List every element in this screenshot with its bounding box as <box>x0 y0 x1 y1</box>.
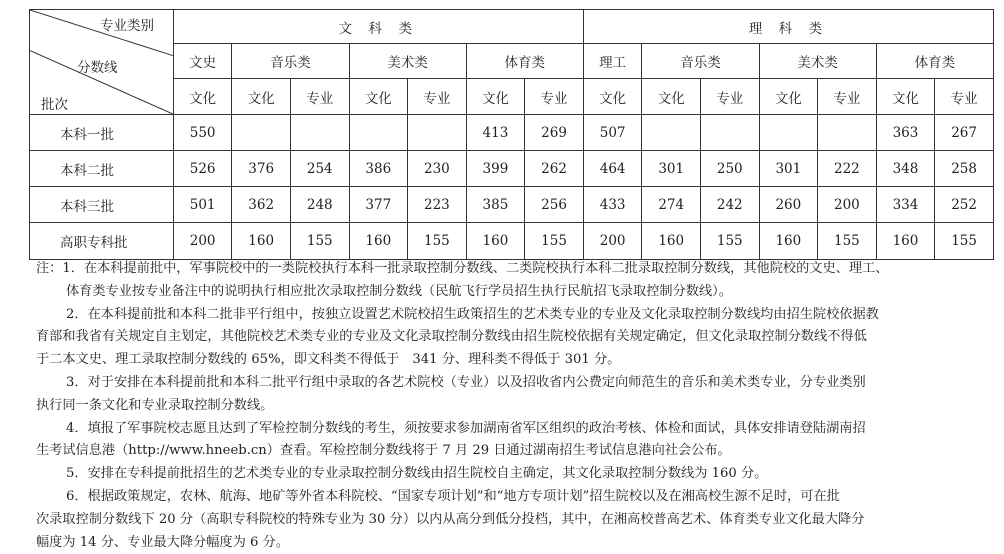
score-cell: 252 <box>935 187 994 223</box>
corner-bottom-label: 批次 <box>41 97 68 113</box>
subcolumn-header: 专业 <box>700 79 759 115</box>
table-body <box>30 115 994 260</box>
score-cell <box>290 115 349 151</box>
score-cell: 230 <box>408 151 467 187</box>
score-cell: 155 <box>408 223 467 260</box>
subcolumn-header: 专业 <box>818 79 877 115</box>
score-cell: 267 <box>935 115 994 151</box>
note-line: 执行同一条文化和专业录取控制分数线。 <box>36 397 274 413</box>
score-cell <box>349 115 408 151</box>
note-line: 6．根据政策规定，农林、航海、地矿等外省本科院校、“国家专项计划”和“地方专项计划”招生院校以及在湘高校生源不足时，可在批 <box>66 488 840 504</box>
subcolumn-header: 专业 <box>525 79 584 115</box>
score-cell <box>642 115 701 151</box>
score-cell <box>232 115 291 151</box>
score-cell: 155 <box>700 223 759 260</box>
score-cell: 526 <box>173 151 232 187</box>
score-cell: 248 <box>290 187 349 223</box>
subcolumn-header: 文化 <box>583 79 642 115</box>
subcolumn-header: 专业 <box>408 79 467 115</box>
score-cell: 242 <box>700 187 759 223</box>
score-cell: 256 <box>525 187 584 223</box>
score-cell: 433 <box>583 187 642 223</box>
score-cell <box>408 115 467 151</box>
note-line: 生考试信息港（http://www.hneeb.cn）查看。军检控制分数线将于 7 月 29 日通过湖南招生考试信息港向社会公布。 <box>36 443 731 459</box>
corner-mid-label: 分数线 <box>77 60 118 76</box>
note-line: 育部和我省有关规定自主划定，其他院校艺术类专业的专业及文化录取控制分数线由招生院校依据有关规定确定，但文化录取控制分数线不得低 <box>36 329 867 345</box>
subcolumn-header: 文化 <box>232 79 291 115</box>
subcolumn-header: 文化 <box>173 79 232 115</box>
header-row-subgroups <box>30 44 994 79</box>
score-cell: 200 <box>173 223 232 260</box>
score-cell <box>700 115 759 151</box>
note-line: 体育类专业按专业备注中的说明执行相应批次录取控制分数线（民航飞行学员招生执行民航招飞录取控制分数线）。 <box>66 283 732 299</box>
batch-label: 高职专科批 <box>30 223 174 260</box>
notes-section <box>36 258 994 554</box>
score-cell: 160 <box>876 223 935 260</box>
score-cell <box>818 115 877 151</box>
score-cell: 160 <box>466 223 525 260</box>
table-row <box>30 115 994 151</box>
score-cell: 301 <box>759 151 818 187</box>
score-cell: 348 <box>876 151 935 187</box>
subgroup-header: 美术类 <box>759 44 876 79</box>
group-header-science: 理 科 类 <box>583 10 993 44</box>
score-cell: 200 <box>818 187 877 223</box>
subcolumn-header: 文化 <box>759 79 818 115</box>
score-cell: 377 <box>349 187 408 223</box>
score-cell: 386 <box>349 151 408 187</box>
note-line: 2．在本科提前批和本科二批非平行组中，按独立设置艺术院校招生政策招生的艺术类专业的专业及文化录取控制分数线均由招生院校依据教 <box>66 306 879 322</box>
subgroup-header: 理工 <box>583 44 642 79</box>
score-cell: 200 <box>583 223 642 260</box>
subcolumn-header: 专业 <box>935 79 994 115</box>
note-line: 注：1．在本科提前批中，军事院校中的一类院校执行本科一批录取控制分数线、二类院校执行本科二批录取控制分数线，其他院校的文史、理工、 <box>36 261 889 276</box>
header-row-groups <box>30 10 994 44</box>
score-cell: 385 <box>466 187 525 223</box>
score-cell: 222 <box>818 151 877 187</box>
score-cell: 258 <box>935 151 994 187</box>
subgroup-header: 音乐类 <box>232 44 349 79</box>
score-cell: 155 <box>935 223 994 260</box>
score-cell: 155 <box>818 223 877 260</box>
subcolumn-header: 文化 <box>642 79 701 115</box>
score-cell: 160 <box>642 223 701 260</box>
note-line: 幅度为 14 分、专业最大降分幅度为 6 分。 <box>36 534 289 550</box>
score-cell: 160 <box>232 223 291 260</box>
batch-label: 本科三批 <box>30 187 174 223</box>
note-line: 次录取控制分数线下 20 分（高职专科院校的特殊专业为 30 分）以内从高分到低分投档，其中，在湘高校普高艺术、体育类专业文化最大降分 <box>36 511 865 527</box>
subgroup-header: 美术类 <box>349 44 466 79</box>
score-cell: 399 <box>466 151 525 187</box>
score-cell: 507 <box>583 115 642 151</box>
score-cell: 155 <box>525 223 584 260</box>
corner-top-label: 专业类别 <box>100 18 154 34</box>
score-cell: 464 <box>583 151 642 187</box>
score-cell: 501 <box>173 187 232 223</box>
subcolumn-header: 专业 <box>290 79 349 115</box>
score-cell: 550 <box>173 115 232 151</box>
subcolumn-header: 文化 <box>876 79 935 115</box>
score-cell: 376 <box>232 151 291 187</box>
score-cell: 155 <box>290 223 349 260</box>
score-cell: 413 <box>466 115 525 151</box>
header-row-subcolumns <box>30 79 994 115</box>
score-cell: 160 <box>759 223 818 260</box>
score-cell: 262 <box>525 151 584 187</box>
batch-label: 本科一批 <box>30 115 174 151</box>
note-line: 4．填报了军事院校志愿且达到了军检控制分数线的考生，须按要求参加湖南省军区组织的政治考核、体检和面试，具体安排请登陆湖南招 <box>66 420 866 436</box>
score-cell: 334 <box>876 187 935 223</box>
table-row <box>30 151 994 187</box>
score-cell: 260 <box>759 187 818 223</box>
batch-label: 本科二批 <box>30 151 174 187</box>
score-cell: 362 <box>232 187 291 223</box>
subgroup-header: 文史 <box>173 44 232 79</box>
subgroup-header: 体育类 <box>876 44 993 79</box>
group-header-arts: 文 科 类 <box>173 10 583 44</box>
score-cell: 269 <box>525 115 584 151</box>
score-cell: 274 <box>642 187 701 223</box>
score-cell: 363 <box>876 115 935 151</box>
score-cell: 223 <box>408 187 467 223</box>
note-line: 于二本文史、理工录取控制分数线的 65%，即文科类不得低于 341 分、理科类不得低于 301 分。 <box>36 352 621 368</box>
score-cell <box>759 115 818 151</box>
score-table <box>29 9 994 260</box>
note-line: 5．安排在专科提前批招生的艺术类专业的专业录取控制分数线由招生院校自主确定，其文化录取控制分数线为 160 分。 <box>66 466 768 482</box>
score-cell: 250 <box>700 151 759 187</box>
corner-cell <box>30 10 174 115</box>
table-row <box>30 187 994 223</box>
score-table-container <box>29 9 994 260</box>
table-row <box>30 223 994 260</box>
subgroup-header: 体育类 <box>466 44 583 79</box>
note-line: 3．对于安排在本科提前批和本科二批平行组中录取的各艺术院校（专业）以及招收省内公费定向师范生的音乐和美术类专业，分专业类别 <box>66 374 866 390</box>
score-cell: 254 <box>290 151 349 187</box>
score-cell: 160 <box>349 223 408 260</box>
subgroup-header: 音乐类 <box>642 44 759 79</box>
subcolumn-header: 文化 <box>349 79 408 115</box>
subcolumn-header: 文化 <box>466 79 525 115</box>
score-cell: 301 <box>642 151 701 187</box>
